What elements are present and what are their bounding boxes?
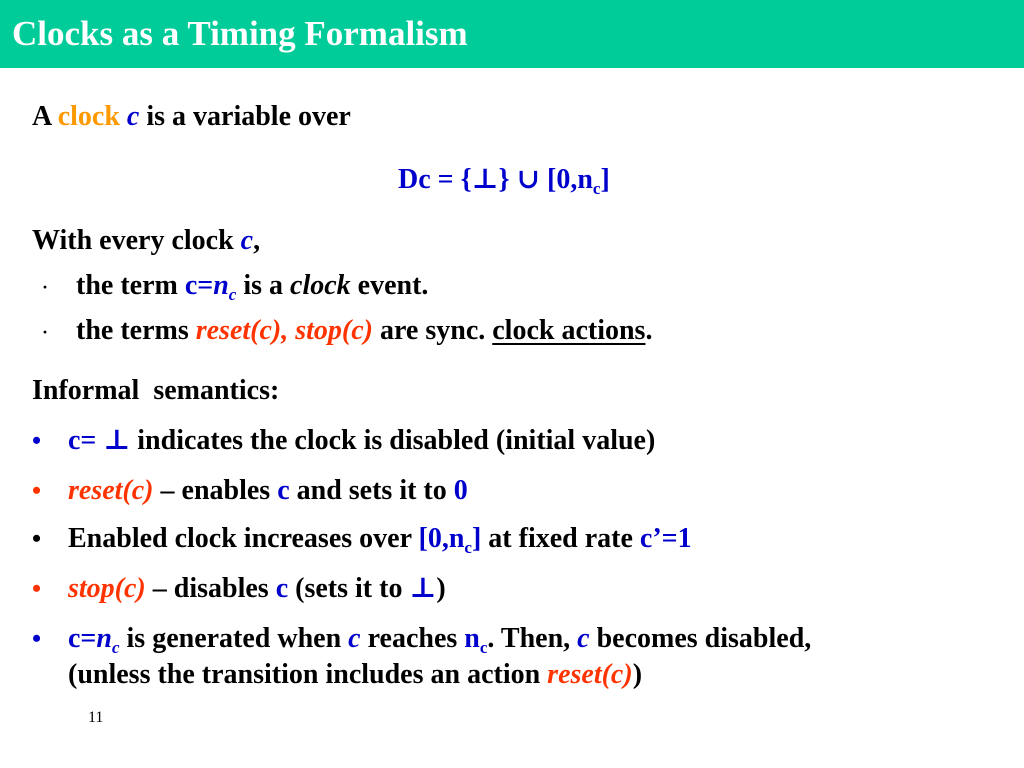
bullet3-rate: c’=1 [639, 523, 692, 554]
term-c-eq: c= [184, 270, 214, 301]
bullet-marker: • [32, 574, 42, 603]
formula-union: } ∪ [0,n [498, 164, 593, 195]
bullet1-c-eq: c= [68, 425, 104, 456]
bullet-item [68, 522, 692, 556]
terms-post: . [645, 315, 653, 346]
clock-actions-underlined: clock actions [492, 315, 646, 346]
bullet5-c: c [348, 623, 361, 654]
page-number: 11 [88, 709, 104, 726]
bullet5-mid2: reaches [360, 623, 465, 654]
with-every-text: With every clock [32, 225, 241, 256]
bullet3-range: [0,n [418, 523, 465, 554]
bullet-item [68, 622, 811, 656]
term-mid: is a [236, 270, 291, 301]
bullet3-range-sub: c [464, 538, 472, 557]
bullet-item [68, 424, 655, 458]
bullet-marker: • [32, 524, 42, 553]
bullet3-mid: at fixed rate [481, 523, 640, 554]
bullet5-n2: n [464, 623, 480, 654]
bullet2-zero: 0 [453, 475, 468, 506]
term-post: event. [350, 270, 429, 301]
terms-actions: reset(c), stop(c) [195, 315, 373, 346]
term-n-sub: c [228, 285, 237, 304]
terms-pre: the terms [76, 315, 196, 346]
with-every-line [32, 224, 260, 258]
bullet1-bottom: ⊥ [103, 425, 131, 456]
bullet4-c: c [275, 573, 289, 604]
bullet-marker: • [32, 476, 42, 505]
formula-close: ] [600, 164, 610, 195]
bottom-symbol: ⊥ [471, 164, 499, 195]
bullet2-mid: – enables [153, 475, 278, 506]
bullet-item [68, 474, 468, 508]
bullet5-c2: c [577, 623, 590, 654]
small-bullet-marker: · [42, 322, 49, 342]
bullet5-post: becomes disabled, [589, 623, 812, 654]
terms-mid: are sync. [373, 315, 493, 346]
bullet4-stop: stop(c) [68, 573, 146, 604]
bullet-item-continuation [68, 658, 642, 692]
bullet3-range-close: ] [471, 523, 482, 554]
bullet5-line2-pre: (unless the transition includes an action [68, 659, 548, 690]
slide-title: Clocks as a Timing Formalism [12, 14, 468, 53]
term-clock: clock [290, 270, 351, 301]
bullet5-n-sub: c [111, 638, 120, 657]
with-every-var: c [240, 225, 254, 256]
bullet4-mid: – disables [145, 573, 276, 604]
bullet5-n: n [96, 623, 112, 654]
semantics-heading: Informal semantics: [32, 375, 280, 406]
bullet4-close: ) [436, 573, 446, 604]
bullet2-c: c [277, 475, 290, 506]
clock-variable: c [126, 101, 140, 132]
bullet4-mid2: (sets it to [288, 573, 410, 604]
bullet2-reset: reset(c) [68, 475, 154, 506]
bullet1-rest: indicates the clock is disabled (initial value) [130, 425, 656, 456]
formula-dc: Dc = { [398, 164, 472, 195]
intro-rest: is a variable over [139, 101, 351, 132]
clock-term: clock [57, 101, 120, 132]
bullet5-c-eq: c= [68, 623, 97, 654]
small-bullet-item [76, 314, 652, 348]
bullet2-mid2: and sets it to [289, 475, 454, 506]
term-n: n [213, 270, 229, 301]
intro-line [32, 100, 351, 134]
bullet4-bottom: ⊥ [409, 573, 437, 604]
small-bullet-marker: · [42, 277, 49, 297]
bullet5-line2-reset: reset(c) [547, 659, 633, 690]
bullet5-n2-sub: c [479, 638, 488, 657]
domain-formula [398, 163, 610, 197]
bullet-item [68, 572, 446, 606]
formula-sub: c [592, 179, 601, 198]
bullet3-pre: Enabled clock increases over [68, 523, 419, 554]
term-pre: the term [76, 270, 185, 301]
bullet5-mid3: . Then, [487, 623, 578, 654]
with-every-comma: , [253, 225, 261, 256]
title-bar [0, 0, 1024, 68]
small-bullet-item [76, 269, 428, 303]
bullet5-line2-close: ) [632, 659, 643, 690]
bullet-marker: • [32, 426, 42, 455]
intro-a: A [32, 101, 58, 132]
bullet5-mid: is generated when [119, 623, 349, 654]
bullet-marker: • [32, 624, 42, 653]
